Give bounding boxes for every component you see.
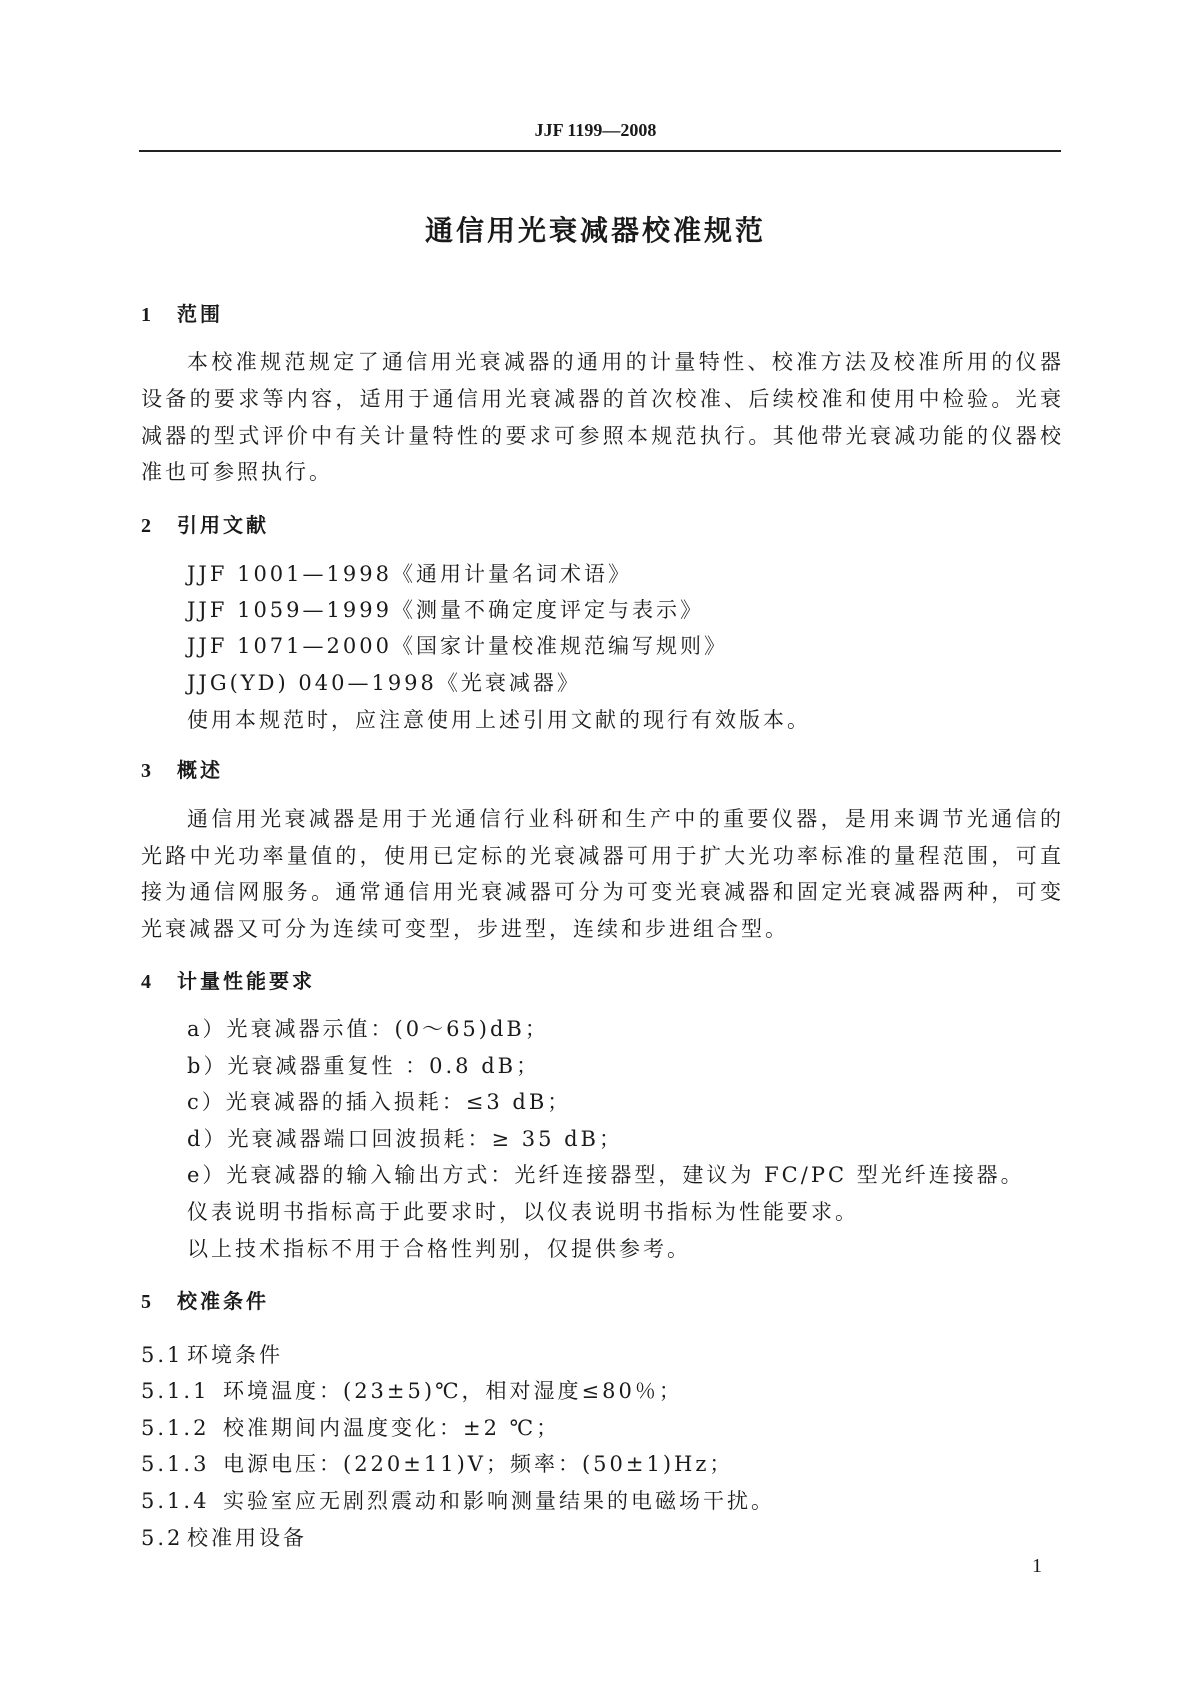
section-number: 2 [141,515,154,537]
clause-text: 校准用设备 [187,1526,307,1550]
document-title: 通信用光衰减器校准规范 [424,214,766,247]
section-heading-2 [141,509,269,538]
section-number: 3 [141,760,154,782]
header-rule [139,150,1061,152]
paragraph-line: 通信用光衰减器是用于光通信行业科研和生产中的重要仪器，是用来调节光通信的 [187,807,1061,831]
paragraph-line: 以上技术指标不用于合格性判别，仅提供参考。 [187,1237,691,1261]
clause-5-1-3 [141,1448,733,1478]
paragraph-line: 使用本规范时，应注意使用上述引用文献的现行有效版本。 [187,708,811,732]
clause-number: 5.1.1 [141,1379,210,1403]
section-title: 概述 [177,758,223,782]
clause-text: 实验室应无剧烈震动和影响测量结果的电磁场干扰。 [223,1489,775,1513]
paragraph-line: 减器的型式评价中有关计量特性的要求可参照本规范执行。其他带光衰减功能的仪器校 [141,424,1061,448]
section-title: 校准条件 [177,1289,269,1313]
reference-item: JJF 1059—1999《测量不确定度评定与表示》 [187,598,704,622]
clause-text: 校准期间内温度变化：±2 ℃； [223,1416,561,1440]
requirement-item: b）光衰减器重复性 ：0.8 dB； [187,1054,541,1078]
paragraph-line: 接为通信网服务。通常通信用光衰减器可分为可变光衰减器和固定光衰减器两种，可变 [141,880,1061,904]
section-number: 5 [141,1291,154,1313]
reference-item: JJG(YD) 040—1998《光衰减器》 [187,671,581,695]
section-number: 1 [141,304,154,326]
section-heading-3 [141,754,223,783]
clause-number: 5.1.3 [141,1452,210,1476]
requirement-item: a）光衰减器示值：(0～65)dB； [187,1017,549,1041]
paragraph-line: 光衰减器又可分为连续可变型，步进型，连续和步进组合型。 [141,917,789,941]
requirement-item: e）光衰减器的输入输出方式：光纤连接器型，建议为 FC/PC 型光纤连接器。 [187,1163,1025,1187]
paragraph-line: 仪表说明书指标高于此要求时，以仪表说明书指标为性能要求。 [187,1200,859,1224]
clause-number: 5.1.2 [141,1416,210,1440]
clause-text: 电源电压：(220±11)V；频率：(50±1)Hz； [223,1452,734,1476]
clause-text: 环境温度：(23±5)℃，相对湿度≤80％； [223,1379,683,1403]
section-number: 4 [141,971,154,993]
clause-number: 5.2 [141,1526,184,1550]
paragraph-line: 光路中光功率量值的，使用已定标的光衰减器可用于扩大光功率标准的量程范围，可直 [141,844,1061,868]
clause-5-1-2 [141,1412,560,1442]
paragraph-line: 本校准规范规定了通信用光衰减器的通用的计量特性、校准方法及校准所用的仪器 [187,350,1061,374]
page-number: 1 [1032,1555,1042,1577]
clause-text: 环境条件 [187,1343,283,1367]
paragraph-line: 设备的要求等内容，适用于通信用光衰减器的首次校准、后续校准和使用中检验。光衰 [141,387,1061,411]
clause-number: 5.1.4 [141,1489,210,1513]
section-heading-5 [141,1285,269,1314]
requirement-item: d）光衰减器端口回波损耗：≥ 35 dB； [187,1127,623,1151]
document-code-header: JJF 1199—2008 [534,120,657,140]
subsection-5-1 [141,1339,283,1369]
paragraph-line: 准也可参照执行。 [141,460,333,484]
section-title: 引用文献 [177,513,269,537]
clause-5-1-1 [141,1375,683,1405]
section-title: 范围 [177,302,223,326]
section-heading-4 [141,965,315,994]
clause-5-1-4 [141,1485,775,1515]
subsection-5-2 [141,1522,307,1552]
section-title: 计量性能要求 [177,969,315,993]
reference-item: JJF 1071—2000《国家计量校准规范编写规则》 [187,634,728,658]
requirement-item: c）光衰减器的插入损耗：≤3 dB； [187,1090,572,1114]
clause-number: 5.1 [141,1343,184,1367]
section-heading-1 [141,298,223,327]
reference-item: JJF 1001—1998《通用计量名词术语》 [187,562,632,586]
